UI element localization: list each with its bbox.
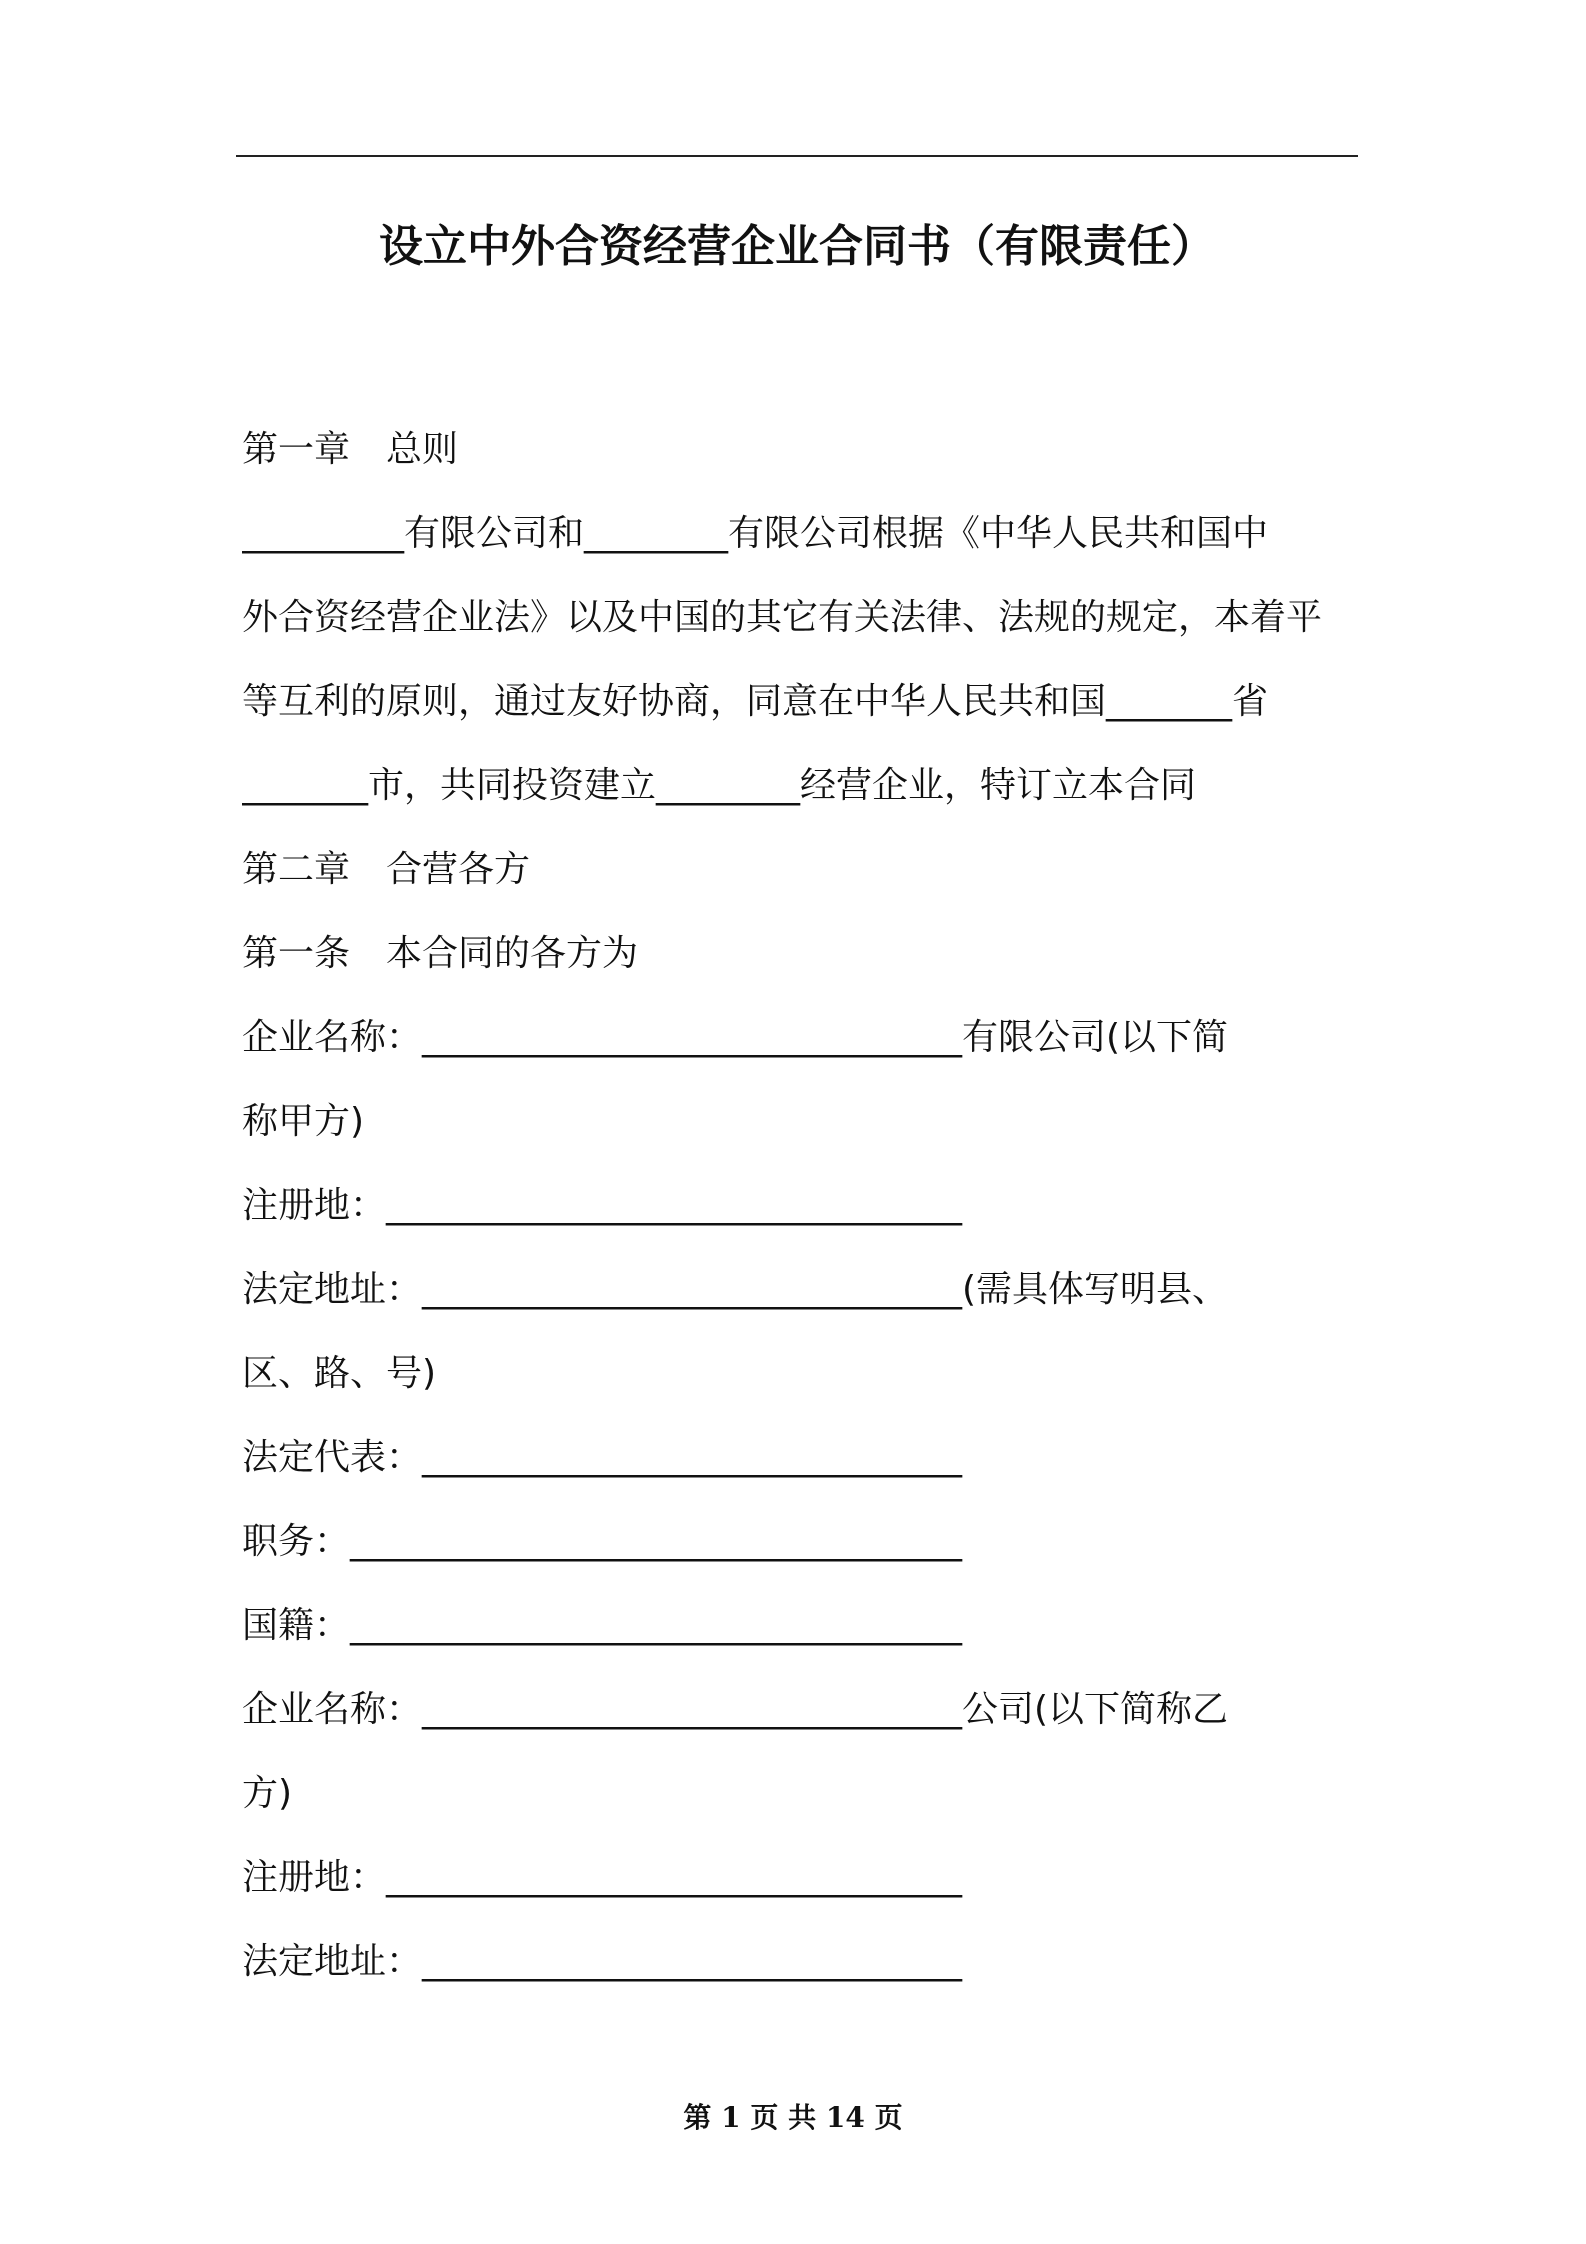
field-line: 企业名称：______________________________公司(以下简称乙: [242, 1689, 1229, 1730]
paragraph-line: _______市，共同投资建立________经营企业，特订立本合同: [242, 765, 1197, 806]
document-body: [242, 408, 1356, 2004]
field-line: 注册地：________________________________: [242, 1185, 963, 1226]
field-line: 法定地址：______________________________: [242, 1941, 963, 1982]
header-rule: [236, 155, 1358, 157]
field-line: 法定地址：______________________________(需具体写明县、: [242, 1269, 1229, 1310]
field-line: 职务：__________________________________: [242, 1521, 963, 1562]
field-line: 企业名称：______________________________有限公司(以下简: [242, 1017, 1229, 1058]
paragraph-line: _________有限公司和________有限公司根据《中华人民共和国中: [242, 513, 1269, 554]
field-line-continued: 称甲方): [242, 1101, 365, 1142]
field-line-continued: 方): [242, 1773, 293, 1814]
paragraph-line: 外合资经营企业法》以及中国的其它有关法律、法规的规定，本着平: [242, 597, 1323, 638]
field-line: 法定代表：______________________________: [242, 1437, 963, 1478]
chapter-heading: 第二章 合营各方: [242, 849, 531, 890]
field-line: 国籍：__________________________________: [242, 1605, 963, 1646]
chapter-heading: 第一章 总则: [242, 429, 459, 470]
article-heading: 第一条 本合同的各方为: [242, 933, 639, 974]
paragraph-line: 等互利的原则，通过友好协商，同意在中华人民共和国_______省: [242, 681, 1269, 722]
field-line: 注册地：________________________________: [242, 1857, 963, 1898]
page-footer: 第 1 页 共 14 页: [683, 2101, 903, 2134]
field-line-continued: 区、路、号): [242, 1353, 437, 1394]
document-title: 设立中外合资经营企业合同书（有限责任）: [379, 221, 1215, 272]
